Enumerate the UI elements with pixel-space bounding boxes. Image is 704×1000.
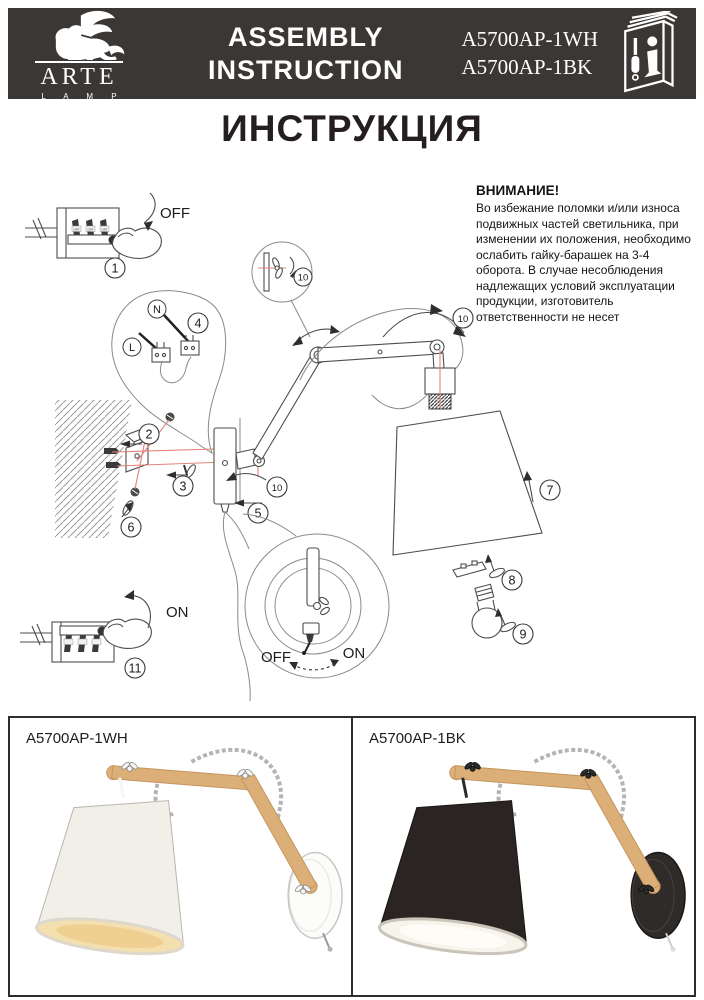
light-bulb-figure: [472, 584, 533, 644]
hand-icon-on: [103, 619, 151, 648]
product-label-wh: A5700AP-1WH: [26, 730, 128, 747]
winged-lion-icon: [27, 10, 131, 60]
product-variants-table: [8, 716, 696, 997]
product-cell-bk: [351, 718, 694, 995]
model-numbers: [462, 26, 599, 81]
svg-text:5: 5: [254, 506, 262, 521]
header-bar: [8, 8, 696, 99]
product-cell-wh: [10, 718, 351, 995]
document-title: [150, 21, 462, 86]
callout-1: [105, 258, 125, 278]
wire-l-label: [123, 338, 141, 356]
svg-text:L: L: [128, 342, 136, 354]
svg-text:10: 10: [297, 272, 309, 284]
callout-6: [121, 517, 141, 537]
on-switch-label: ON: [342, 645, 366, 662]
callout-2: [139, 424, 159, 444]
svg-text:9: 9: [519, 627, 527, 642]
off-switch-label: OFF: [261, 649, 291, 666]
on-breaker-label: ON: [166, 604, 189, 621]
info-glyph: [644, 36, 661, 77]
brand-name: ARTE: [40, 63, 118, 90]
warning-title: ВНИМАНИЕ!: [476, 183, 560, 198]
warning-note: [476, 183, 701, 325]
svg-text:10: 10: [457, 314, 469, 325]
manual-booklet-icon: [614, 11, 686, 97]
callout-3: [173, 476, 193, 496]
off-breaker-label: OFF: [160, 205, 190, 222]
breaker-levers-on: [64, 635, 101, 652]
power-cable: [223, 512, 250, 701]
wire-n-label: [148, 300, 166, 318]
brand-logo: [8, 7, 150, 101]
arm-lower-segment: [253, 352, 322, 459]
lampshade-outline: [393, 411, 560, 555]
breaker-on-figure: [20, 590, 189, 678]
callout-11: [125, 658, 145, 678]
product-label-bk: A5700AP-1BK: [369, 730, 466, 747]
svg-text:7: 7: [546, 483, 554, 498]
assembly-diagram: [0, 165, 704, 713]
callout-10-plate: [267, 477, 287, 497]
svg-text:2: 2: [145, 427, 153, 442]
svg-text:6: 6: [127, 520, 135, 535]
callout-5: [248, 503, 268, 523]
svg-text:4: 4: [194, 316, 202, 331]
callout-10-arm: [453, 308, 473, 328]
logo-divider: [35, 61, 123, 63]
screw-top: [166, 413, 175, 422]
callout-10-magnifier: [294, 268, 312, 286]
terminal-blocks: [152, 335, 199, 383]
product-photo-wh: [10, 718, 351, 995]
svg-text:N: N: [153, 304, 161, 316]
model-number-wh: A5700AP-1WH: [461, 27, 598, 52]
hand-icon: [113, 228, 162, 258]
breaker-off-figure: [25, 193, 190, 278]
screwdriver-icon: [631, 38, 639, 80]
svg-text:10: 10: [271, 483, 283, 494]
brand-subname: L A M P: [41, 91, 125, 101]
callout-7: [540, 480, 560, 500]
svg-text:1: 1: [111, 261, 119, 276]
document-title-line1: ASSEMBLY: [227, 22, 384, 53]
lamp-socket: [425, 350, 455, 409]
svg-text:8: 8: [508, 573, 516, 588]
wall-hatch: [55, 400, 132, 538]
switch-detail-balloon: [225, 512, 389, 678]
breaker-levers: [72, 219, 109, 237]
callout-8: [502, 570, 522, 590]
product-photo-bk: [353, 718, 694, 995]
svg-text:OFF: OFF: [101, 227, 108, 232]
document-title-line2: INSTRUCTION: [208, 54, 404, 85]
warning-body: Во избежание поломки и/или износа подвижных частей светильника, при изменении их положения, необходимо ослабить гайку-барашек на 3-4 оборота. В случае несоблюдения надлежащих условий эксплуатации продукции, изготовитель ответственности не несет: [476, 201, 691, 324]
model-number-bk: A5700AP-1BK: [461, 54, 593, 79]
svg-text:11: 11: [128, 661, 142, 676]
svg-text:3: 3: [179, 479, 187, 494]
callout-9: [513, 624, 533, 644]
toggle-switch: [302, 623, 319, 655]
page-title: ИНСТРУКЦИЯ: [221, 108, 483, 149]
callout-4: [188, 313, 208, 333]
svg-text:OFF: OFF: [87, 227, 94, 232]
wingnut-magnifier-detail: [252, 242, 340, 346]
svg-text:OFF: OFF: [73, 227, 80, 232]
wiring-balloon: [112, 291, 226, 453]
